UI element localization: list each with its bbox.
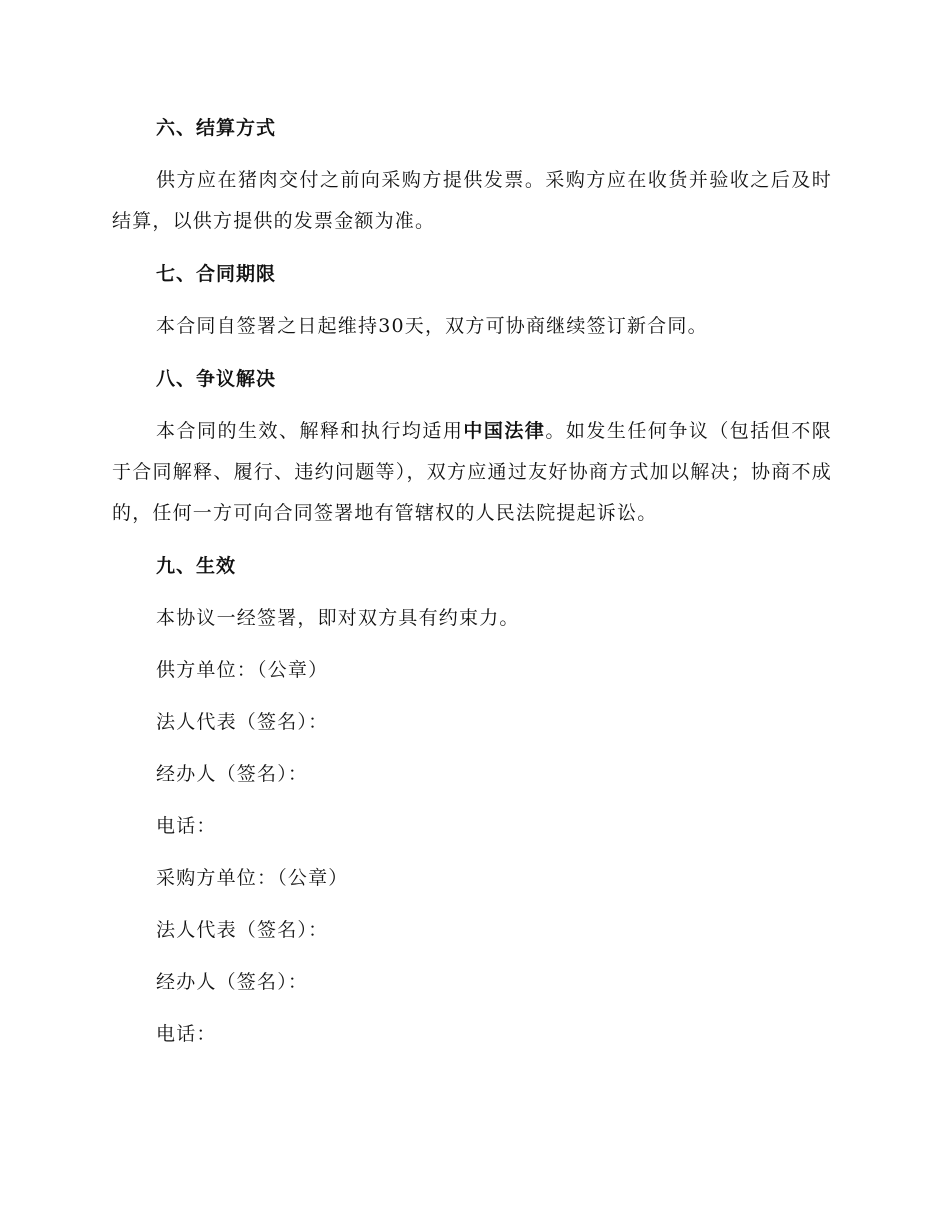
document-page <box>112 108 832 1066</box>
section-body-effect: 本协议一经签署，即对双方具有约束力。 <box>156 607 520 629</box>
dispute-governing-law: 中国法律 <box>463 420 546 442</box>
dispute-text-before: 本合同的生效、解释和执行均适用 <box>156 420 464 442</box>
supplier-unit-line: 供方单位：（公章） <box>156 659 329 681</box>
section-heading-settlement: 六、结算方式 <box>156 117 277 139</box>
purchaser-legal-rep-line: 法人代表（签名）： <box>156 919 329 941</box>
section-body-dispute <box>112 411 832 534</box>
supplier-handler-line: 经办人（签名）： <box>156 763 309 785</box>
section-body-settlement: 供方应在猪肉交付之前向采购方提供发票。采购方应在收货并验收之后及时结算，以供方提供的发票金额为准。 <box>112 169 832 232</box>
section-heading-dispute: 八、争议解决 <box>156 368 277 390</box>
section-heading-term: 七、合同期限 <box>156 263 277 285</box>
supplier-legal-rep-line: 法人代表（签名）： <box>156 711 329 733</box>
purchaser-handler-line: 经办人（签名）： <box>156 971 309 993</box>
dispute-text-after: 。如发生任何争议（包括但不限于合同解释、履行、违约问题等），双方应通过友好协商方式加以解决；协商不成的，任何一方可向合同签署地有管辖权的人民法院提起诉讼。 <box>112 420 832 524</box>
section-heading-effect: 九、生效 <box>156 555 237 577</box>
purchaser-phone-line: 电话： <box>156 1023 217 1045</box>
supplier-phone-line: 电话： <box>156 815 217 837</box>
section-body-term: 本合同自签署之日起维持30天，双方可协商继续签订新合同。 <box>156 315 708 337</box>
purchaser-unit-line: 采购方单位：（公章） <box>156 867 349 889</box>
